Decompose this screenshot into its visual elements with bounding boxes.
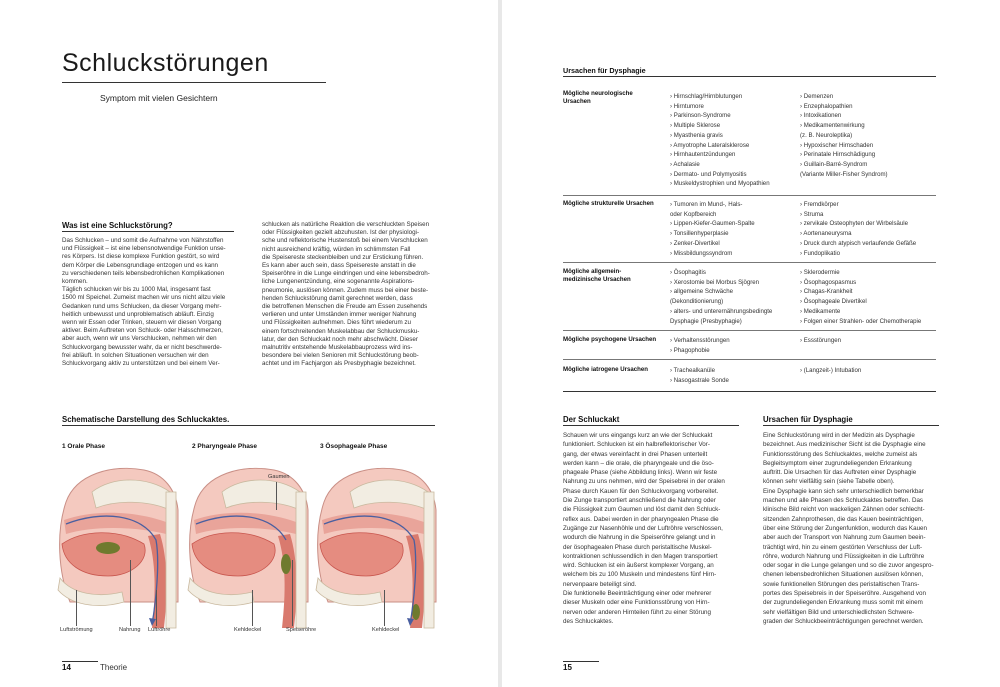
table-list-item: › Hypoxischer Hirnschaden [800, 141, 874, 149]
table-list-item: › Aortenaneurysma [800, 230, 852, 238]
table-list-item: › Enzephalopathien [800, 102, 853, 110]
table-category-psychogenic: Mögliche psychogene Ursachen [563, 336, 657, 343]
section-rule [563, 425, 739, 426]
body-column-schluckakt: Schauen wir uns eingangs kurz an wie der Schluckakt funktioniert. Schlucken ist ein halbreflektorischer Vor- gang, der etwas vereinfacht in drei Phasen unterteilt werden kann – die orale, die pharyngeale und die öso- phageale Phase (siehe Abbildung links). Wenn wir feste Nahrung zu uns nehmen, wird der Speisebrei in der oralen Phase durch Kauen für den Schluckvorgang vorbereitet. Die Zunge transportiert anschließend die Nahrung oder die Flüssigkeit zum Gaumen und löst damit den Schluck- reflex aus. Dabei werden in der pharyngealen Phase die Zugänge zur Nasenhöhle und der Luftröhre verschlossen, wodurch die Nahrung in die Speiseröhre gelangt und in der ösophagealen Phase durch peristaltische Muskel- kontraktionen schlussendlich in den Magen transportiert wird. Schlucken ist ein äußerst komplexer Vorgang, an welchem bis zu 100 Muskeln und mindestens fünf Hirn- nervenpaare beteiligt sind. Die funktionelle Beeinträchtigung einer oder mehrerer dieser Muskeln oder eine Funktionsstörung von Hirn- nerven oder anderen Hirnteilen führt zu einer Störung des Schluckaktes. [563, 432, 725, 625]
table-list-item: (Variante Miller-Fisher Syndrom) [800, 170, 888, 178]
table-title: Ursachen für Dysphagie [563, 66, 646, 75]
footer-rule [563, 661, 599, 662]
table-list-item: › zervikale Osteophyten der Wirbelsäule [800, 220, 909, 228]
table-list-item: › Druck durch atypisch verlaufende Gefäße [800, 239, 917, 247]
table-list-item: › Hirntumore [670, 102, 704, 110]
label-kehldeckel-3: Kehldeckel [372, 627, 400, 633]
table-list-item: › Fundoplikatio [800, 249, 840, 257]
table-list [670, 366, 729, 385]
leader-line [384, 590, 385, 626]
anatomy-figure-pharyngeal-phase [182, 452, 310, 632]
table-list-item: › Struma [800, 210, 824, 218]
table-row-divider [563, 262, 936, 263]
label-luftroehre: Luftröhre [148, 627, 171, 633]
table-list-item: › Medikamente [800, 307, 841, 315]
page-number-right: 15 [563, 663, 572, 672]
table-list-item: Dysphagie (Presbyphagie) [670, 317, 742, 325]
table-list [800, 366, 861, 376]
table-list-item: (Dekonditionierung) [670, 298, 724, 306]
body-column-causes: Eine Schluckstörung wird in der Medizin als Dysphagie bezeichnet. Aus medizinischer Sicht ist die Dysphagie eine Funktionsstörung des Schluckaktes, welche zumeist als Begleitsymptom einer zugrundeliegenden Erkrankung auftritt. Die Ursachen für das Auftreten einer Dysphagie können sehr vielfältig sein (siehe Tabelle oben). Eine Dysphagie kann sich sehr unterschiedlich bemerkbar machen und alle Phasen des Schluckaktes betreffen. Das klinische Bild reicht von wackeligen Zähnen oder schlecht- sitzenden Zahnprothesen, die das Kauen beeinträchtigen, über eine Störung der Zungenfunktion, wodurch das Kauen aber auch der Transport von Nahrung zum Gaumen beein- trächtigt wird, hin zu einem gestörten Verschluss der Luft- röhre, wodurch Nahrung und Flüssigkeiten in die Luftröhre oder sogar in die Lunge gelangen und so die zuvor angespro- chenen lebensbedrohlichen Situationen auslösen können, sowie funktionellen Störungen des peristaltischen Trans- portes des Speisebreis in der Speiseröhre. Ausgehend von der zugrundeliegenden Erkrankung muss somit mit einem sehr vielfältigen Bild und unterschiedlichsten Schwere- graden der Schluckbeeinträchtigungen gerechnet werden. [763, 432, 934, 625]
table-list-item: › Guillain-Barré-Syndrom [800, 160, 868, 168]
table-list-item: › Trachealkanüle [670, 367, 716, 374]
table-list-item: › Lippen-Kiefer-Gaumen-Spalte [670, 220, 755, 228]
label-gaumen: Gaumen [268, 474, 290, 480]
anatomy-figure-esophageal-phase [310, 452, 438, 632]
table-list [670, 336, 730, 355]
table-list-item: › Hirnhautentzündungen [670, 151, 736, 159]
page-title: Schluckstörungen [62, 49, 269, 77]
body-column-1: Das Schlucken – und somit die Aufnahme von Nährstoffen und Flüssigkeit – ist eine lebensnotwendige Funktion unse- res Körpers. Ist diese komplexe Funktion gestört, so wird dem Körper die Lebensgrundlage entzogen und es kann zu verschiedenen teils lebensbedrohlichen Komplikationen kommen. Täglich schlucken wir bis zu 1000 Mal, insgesamt fast 1500 ml Speichel. Zumeist machen wir uns nicht allzu viele Gedanken rund ums Schlucken, da dieser Vorgang mehr- heitlich unbewusst und unproblematisch abläuft. Einzig wenn wir Essen oder Trinken, steuern wir diesen Vorgang aktiver. Beim Auftreten von Schluck- oder Halsschmerzen, aber auch, wenn wir uns Verschlucken, nehmen wir den Schluckvorgang bewusster wahr, da er nicht beschwerde- frei abläuft. In solchen Situationen versuchen wir den Schluckvorgang aktiv zu unterstützen und bei einem Ver- [62, 237, 226, 368]
table-list-item: › Tumoren im Mund-, Hals- [670, 201, 743, 208]
table-list-item: › Fremdkörper [800, 201, 839, 208]
table-list-item: › Ösophagospasmus [800, 278, 857, 286]
leader-line [292, 560, 293, 626]
table-row-divider [563, 195, 936, 196]
table-list-item: › Tonsillenhyperplasie [670, 230, 729, 238]
phase-label-pharyngeal: 2 Pharyngeale Phase [192, 443, 258, 450]
table-list-item: › Xerostomie bei Morbus Sjögren [670, 278, 760, 286]
table-list [800, 92, 888, 179]
spine [296, 492, 306, 628]
section-rule [62, 425, 435, 426]
table-list-item: › Sklerodermie [800, 269, 840, 276]
label-speiseroehre: Speiseröhre [286, 627, 317, 633]
table-category-structural: Mögliche strukturelle Ursachen [563, 200, 654, 207]
food-bolus [96, 542, 120, 554]
table-list-item: › Multiple Sklerose [670, 122, 721, 130]
section-heading-what-is: Was ist eine Schluckstörung? [62, 221, 173, 230]
table-list [800, 200, 916, 258]
table-list-item: (z. B. Neuroleptika) [800, 131, 853, 139]
table-category-iatrogenic: Mögliche iatrogene Ursachen [563, 366, 648, 373]
section-rule [763, 425, 939, 426]
table-list [670, 200, 755, 258]
table-list-item: › Chagas-Krankheit [800, 288, 853, 296]
leader-line [156, 590, 157, 626]
table-list-item: › Muskeldystrophien und Myopathien [670, 180, 770, 188]
table-list-item: › Verhaltensstörungen [670, 337, 730, 344]
table-list-item: › Demenzen [800, 93, 834, 100]
section-rule [62, 231, 234, 232]
page-gutter [498, 0, 502, 687]
table-category-neurological: Mögliche neurologische Ursachen [563, 90, 633, 106]
section-heading-schluckakt: Der Schluckakt [563, 415, 620, 424]
table-list-item: › Hirnschlag/Hirnblutungen [670, 93, 743, 100]
leader-line [76, 590, 77, 626]
body-column-2: schlucken als natürliche Reaktion die verschluckten Speisen oder Flüssigkeiten gezielt abzuhusten. Ist der physiologi- sche und reflektorische Hustenstoß bei einem Verschlucken nicht ausreichend kräftig, würden im schlimmsten Fall die Speisereste steckenbleiben und zur Erstickung führen. Es kann aber auch sein, dass Speisereste anstatt in die Speiseröhre in die Lunge eindringen und eine lebensbedroh- liche Lungenentzündung, eine sogenannte Aspirations- pneumonie, auslösen können. Zudem muss bei einer beste- henden Schluckstörung damit gerechnet werden, dass die betroffenen Menschen die Freude am Essen zusehends verlieren und unter Umständen immer weniger Nahrung und Flüssigkeiten aufnehmen. Dies führt wiederum zu einem fortschreitenden Muskelabbau der Schluckmusku- latur, der den Schluckakt noch mehr abschwächt. Dieser malnutritiv entstehende Muskelabbauprozess wird ins- besondere bei vielen Senioren mit Schluckstörung beob- achtet und im Fachjargon als Presbyphagie bezeichnet. [262, 221, 430, 368]
table-list-item: › Phagophobie [670, 346, 710, 354]
table-list-item: › Folgen einer Strahlen- oder Chemotherapie [800, 317, 922, 325]
table-list-item: › Amyotrophe Lateralsklerose [670, 141, 750, 149]
table-list-item: › alters- und unterernährungsbedingte [670, 307, 773, 315]
table-row-divider [563, 359, 936, 360]
table-list-item: › Achalasie [670, 160, 700, 168]
table-list-item: › Perinatale Hirnschädigung [800, 151, 876, 159]
leader-line [130, 560, 131, 626]
table-list-item: › Parkinson-Syndrome [670, 112, 731, 120]
table-list [800, 268, 921, 326]
leader-line [276, 482, 277, 510]
table-list [670, 92, 770, 189]
anatomy-figure-oral-phase [52, 452, 180, 632]
table-list-item: › Dermato- und Polymyositis [670, 170, 747, 178]
table-list-item: › Ösophageale Divertikel [800, 298, 867, 306]
table-list-item: › Missbildungssyndrom [670, 249, 733, 257]
table-top-rule [563, 76, 936, 77]
title-rule [62, 82, 326, 83]
footer-section-label: Theorie [100, 663, 128, 672]
table-row-divider [563, 330, 936, 331]
table-list-item: › Nasogastrale Sonde [670, 376, 729, 384]
table-list [800, 336, 841, 346]
table-list-item: › Essstörungen [800, 337, 841, 344]
section-heading-diagram: Schematische Darstellung des Schluckaktes. [62, 415, 230, 424]
table-bottom-rule [563, 391, 936, 392]
table-list [670, 268, 772, 326]
spine [166, 492, 176, 628]
table-list-item: oder Kopfbereich [670, 210, 717, 218]
table-list-item: › Medikamentenwirkung [800, 122, 865, 130]
table-list-item: › (Langzeit-) Intubation [800, 367, 862, 374]
table-list-item: › allgemeine Schwäche [670, 288, 734, 296]
table-list-item: › Intoxikationen [800, 112, 842, 120]
table-category-general-medical: Mögliche allgemein- medizinische Ursachen [563, 268, 631, 284]
food-bolus [281, 554, 291, 574]
spine [424, 492, 434, 628]
section-heading-causes: Ursachen für Dysphagie [763, 415, 853, 424]
table-list-item: › Myasthenia gravis [670, 131, 723, 139]
left-page [0, 0, 498, 687]
table-list-item: › Ösophagitis [670, 269, 706, 276]
phase-label-oral: 1 Orale Phase [62, 443, 105, 450]
footer-rule [62, 661, 98, 662]
label-nahrung: Nahrung [119, 627, 141, 633]
leader-line [252, 590, 253, 626]
page-subtitle: Symptom mit vielen Gesichtern [100, 93, 218, 103]
phase-label-esophageal: 3 Ösophageale Phase [320, 443, 388, 450]
page-number: 14 [62, 663, 71, 672]
label-kehldeckel: Kehldeckel [234, 627, 262, 633]
table-list-item: › Zenker-Divertikel [670, 239, 720, 247]
label-luftstroemung: Luftströmung [60, 627, 93, 633]
